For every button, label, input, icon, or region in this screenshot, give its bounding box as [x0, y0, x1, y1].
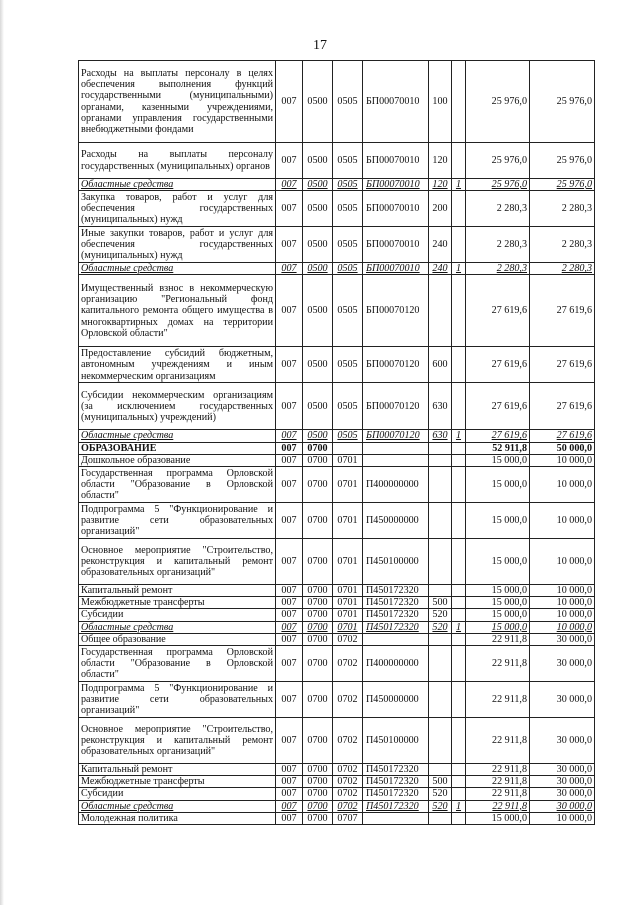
row-section-code: 0700 [303, 718, 333, 764]
table-row [79, 609, 595, 621]
row-description: Подпрограмма 5 "Функционирование и развитие сети образовательных организаций" [79, 503, 276, 539]
row-amount-year-one: 22 911,8 [466, 646, 530, 682]
row-section-code: 0700 [303, 597, 333, 609]
row-description: Межбюджетные трансферты [79, 597, 276, 609]
row-target-item-code: БП00070010 [363, 263, 429, 275]
row-description: Расходы на выплаты персоналу государственных (муниципальных) органов [79, 143, 276, 179]
row-source-code [452, 191, 466, 227]
row-department-code: 007 [276, 597, 303, 609]
row-subsection-code: 0505 [333, 191, 363, 227]
row-source-code [452, 539, 466, 585]
row-department-code: 007 [276, 61, 303, 143]
row-source-code [452, 347, 466, 383]
row-amount-year-one: 52 911,8 [466, 442, 530, 454]
row-subsection-code: 0505 [333, 143, 363, 179]
row-target-item-code: П450100000 [363, 718, 429, 764]
row-amount-year-two: 30 000,0 [530, 800, 595, 812]
row-subsection-code: 0702 [333, 682, 363, 718]
row-description: Дошкольное образование [79, 454, 276, 466]
row-amount-year-two: 27 619,6 [530, 275, 595, 347]
row-subsection-code: 0702 [333, 800, 363, 812]
row-description: Расходы на выплаты персоналу в целях обеспечения выполнения функций государственными (муниципальными) органами, казенными учреждениями, органами управления государственными внебюджетными фондами [79, 61, 276, 143]
row-expense-type-code [429, 275, 452, 347]
row-description: Областные средства [79, 800, 276, 812]
row-department-code: 007 [276, 179, 303, 191]
row-department-code: 007 [276, 263, 303, 275]
row-target-item-code: БП00070010 [363, 61, 429, 143]
row-source-code [452, 143, 466, 179]
row-amount-year-one: 15 000,0 [466, 812, 530, 824]
table-row [79, 788, 595, 800]
row-description: Субсидии [79, 609, 276, 621]
row-subsection-code: 0701 [333, 597, 363, 609]
row-department-code: 007 [276, 442, 303, 454]
row-amount-year-two: 25 976,0 [530, 61, 595, 143]
budget-table-body [79, 61, 595, 825]
row-subsection-code: 0505 [333, 347, 363, 383]
row-amount-year-two: 10 000,0 [530, 812, 595, 824]
row-source-code [452, 467, 466, 503]
row-amount-year-one: 22 911,8 [466, 718, 530, 764]
row-source-code [452, 503, 466, 539]
row-source-code [452, 61, 466, 143]
row-description: Государственная программа Орловской области "Образование в Орловской области" [79, 467, 276, 503]
row-amount-year-one: 22 911,8 [466, 764, 530, 776]
row-amount-year-one: 2 280,3 [466, 191, 530, 227]
row-source-code [452, 788, 466, 800]
row-amount-year-one: 22 911,8 [466, 800, 530, 812]
table-row [79, 227, 595, 263]
row-amount-year-one: 15 000,0 [466, 621, 530, 633]
row-target-item-code: П450172320 [363, 800, 429, 812]
row-amount-year-one: 15 000,0 [466, 467, 530, 503]
row-description: Областные средства [79, 430, 276, 442]
row-description: Капитальный ремонт [79, 764, 276, 776]
row-department-code: 007 [276, 467, 303, 503]
row-department-code: 007 [276, 812, 303, 824]
row-description: Подпрограмма 5 "Функционирование и развитие сети образовательных организаций" [79, 682, 276, 718]
row-description: Областные средства [79, 179, 276, 191]
row-expense-type-code [429, 764, 452, 776]
row-expense-type-code: 520 [429, 621, 452, 633]
row-section-code: 0700 [303, 585, 333, 597]
row-expense-type-code: 500 [429, 597, 452, 609]
row-section-code: 0700 [303, 442, 333, 454]
row-section-code: 0700 [303, 467, 333, 503]
row-amount-year-two: 50 000,0 [530, 442, 595, 454]
row-subsection-code: 0702 [333, 776, 363, 788]
row-expense-type-code [429, 718, 452, 764]
row-target-item-code: БП00070120 [363, 275, 429, 347]
row-section-code: 0700 [303, 812, 333, 824]
row-target-item-code [363, 442, 429, 454]
row-expense-type-code [429, 646, 452, 682]
row-source-code [452, 275, 466, 347]
table-row [79, 597, 595, 609]
row-expense-type-code [429, 539, 452, 585]
row-target-item-code: П450000000 [363, 682, 429, 718]
row-target-item-code: БП00070010 [363, 179, 429, 191]
row-department-code: 007 [276, 275, 303, 347]
row-amount-year-two: 10 000,0 [530, 597, 595, 609]
table-row [79, 682, 595, 718]
row-amount-year-one: 15 000,0 [466, 539, 530, 585]
row-amount-year-one: 15 000,0 [466, 454, 530, 466]
row-description: Капитальный ремонт [79, 585, 276, 597]
row-amount-year-one: 22 911,8 [466, 682, 530, 718]
row-expense-type-code [429, 454, 452, 466]
row-amount-year-two: 2 280,3 [530, 191, 595, 227]
row-section-code: 0700 [303, 621, 333, 633]
row-description: Имущественный взнос в некоммерческую организацию "Региональный фонд капитального ремонта общего имущества в многоквартирных домах на территории Орловской области" [79, 275, 276, 347]
row-subsection-code: 0702 [333, 633, 363, 645]
row-subsection-code: 0702 [333, 764, 363, 776]
row-expense-type-code: 200 [429, 191, 452, 227]
row-amount-year-one: 15 000,0 [466, 609, 530, 621]
row-target-item-code: БП00070120 [363, 383, 429, 430]
row-subsection-code: 0505 [333, 61, 363, 143]
row-department-code: 007 [276, 646, 303, 682]
row-department-code: 007 [276, 800, 303, 812]
row-subsection-code: 0701 [333, 467, 363, 503]
table-row [79, 776, 595, 788]
table-row [79, 179, 595, 191]
row-section-code: 0500 [303, 227, 333, 263]
row-source-code [452, 718, 466, 764]
row-source-code: 1 [452, 800, 466, 812]
row-description: Молодежная политика [79, 812, 276, 824]
row-section-code: 0700 [303, 503, 333, 539]
row-description: Государственная программа Орловской области "Образование в Орловской области" [79, 646, 276, 682]
row-amount-year-one: 2 280,3 [466, 263, 530, 275]
row-amount-year-two: 25 976,0 [530, 179, 595, 191]
row-target-item-code: БП00070010 [363, 191, 429, 227]
row-subsection-code: 0505 [333, 263, 363, 275]
row-amount-year-one: 27 619,6 [466, 430, 530, 442]
row-description: Общее образование [79, 633, 276, 645]
table-row [79, 454, 595, 466]
row-expense-type-code: 120 [429, 179, 452, 191]
row-subsection-code: 0505 [333, 430, 363, 442]
row-expense-type-code: 630 [429, 430, 452, 442]
row-amount-year-two: 30 000,0 [530, 718, 595, 764]
row-amount-year-two: 2 280,3 [530, 263, 595, 275]
row-amount-year-one: 2 280,3 [466, 227, 530, 263]
row-amount-year-two: 10 000,0 [530, 621, 595, 633]
row-target-item-code [363, 812, 429, 824]
row-expense-type-code [429, 442, 452, 454]
row-expense-type-code [429, 585, 452, 597]
row-amount-year-two: 30 000,0 [530, 788, 595, 800]
row-amount-year-two: 30 000,0 [530, 764, 595, 776]
row-amount-year-one: 25 976,0 [466, 179, 530, 191]
row-source-code [452, 646, 466, 682]
row-expense-type-code: 520 [429, 609, 452, 621]
row-source-code [452, 597, 466, 609]
row-amount-year-two: 10 000,0 [530, 609, 595, 621]
row-subsection-code: 0702 [333, 646, 363, 682]
row-source-code [452, 609, 466, 621]
table-row [79, 621, 595, 633]
table-row [79, 442, 595, 454]
row-target-item-code: П450172320 [363, 764, 429, 776]
table-row [79, 585, 595, 597]
row-section-code: 0500 [303, 383, 333, 430]
row-section-code: 0500 [303, 430, 333, 442]
scan-edge-shadow [0, 0, 4, 905]
row-amount-year-one: 15 000,0 [466, 585, 530, 597]
row-section-code: 0700 [303, 682, 333, 718]
row-description: Основное мероприятие "Строительство, реконструкция и капитальный ремонт образовательных организаций" [79, 539, 276, 585]
row-source-code [452, 442, 466, 454]
row-section-code: 0500 [303, 61, 333, 143]
table-row [79, 718, 595, 764]
row-target-item-code: П450172320 [363, 609, 429, 621]
row-expense-type-code: 240 [429, 227, 452, 263]
row-target-item-code: П450100000 [363, 539, 429, 585]
row-department-code: 007 [276, 609, 303, 621]
table-row [79, 191, 595, 227]
row-section-code: 0700 [303, 646, 333, 682]
row-target-item-code: БП00070010 [363, 227, 429, 263]
row-subsection-code: 0505 [333, 179, 363, 191]
row-amount-year-two: 27 619,6 [530, 383, 595, 430]
row-subsection-code: 0701 [333, 503, 363, 539]
row-description: ОБРАЗОВАНИЕ [79, 442, 276, 454]
row-expense-type-code: 600 [429, 347, 452, 383]
row-subsection-code: 0701 [333, 621, 363, 633]
row-section-code: 0700 [303, 609, 333, 621]
row-subsection-code: 0701 [333, 539, 363, 585]
row-amount-year-one: 25 976,0 [466, 61, 530, 143]
row-section-code: 0700 [303, 776, 333, 788]
budget-table-container [78, 60, 594, 825]
row-department-code: 007 [276, 347, 303, 383]
row-department-code: 007 [276, 454, 303, 466]
row-department-code: 007 [276, 682, 303, 718]
row-section-code: 0500 [303, 191, 333, 227]
row-amount-year-one: 25 976,0 [466, 143, 530, 179]
row-department-code: 007 [276, 503, 303, 539]
row-department-code: 007 [276, 776, 303, 788]
table-row [79, 539, 595, 585]
row-source-code: 1 [452, 179, 466, 191]
row-description: Предоставление субсидий бюджетным, автономным учреждениям и иным некоммерческим организациям [79, 347, 276, 383]
row-section-code: 0700 [303, 764, 333, 776]
row-amount-year-two: 27 619,6 [530, 347, 595, 383]
row-target-item-code: П400000000 [363, 646, 429, 682]
row-target-item-code: БП00070120 [363, 430, 429, 442]
table-row [79, 467, 595, 503]
table-row [79, 633, 595, 645]
row-source-code [452, 454, 466, 466]
table-row [79, 503, 595, 539]
row-subsection-code [333, 442, 363, 454]
row-source-code [452, 682, 466, 718]
row-amount-year-two: 10 000,0 [530, 467, 595, 503]
table-row [79, 812, 595, 824]
row-amount-year-two: 30 000,0 [530, 646, 595, 682]
row-source-code [452, 776, 466, 788]
row-target-item-code: П450000000 [363, 503, 429, 539]
row-department-code: 007 [276, 718, 303, 764]
row-expense-type-code: 120 [429, 143, 452, 179]
row-amount-year-two: 27 619,6 [530, 430, 595, 442]
row-source-code [452, 812, 466, 824]
row-amount-year-one: 27 619,6 [466, 347, 530, 383]
row-subsection-code: 0505 [333, 227, 363, 263]
row-department-code: 007 [276, 788, 303, 800]
row-target-item-code: П450172320 [363, 621, 429, 633]
row-amount-year-two: 30 000,0 [530, 776, 595, 788]
table-row [79, 61, 595, 143]
row-department-code: 007 [276, 539, 303, 585]
row-expense-type-code [429, 682, 452, 718]
row-section-code: 0500 [303, 179, 333, 191]
row-department-code: 007 [276, 430, 303, 442]
row-subsection-code: 0701 [333, 609, 363, 621]
row-subsection-code: 0702 [333, 718, 363, 764]
row-amount-year-two: 30 000,0 [530, 682, 595, 718]
table-row [79, 275, 595, 347]
row-source-code [452, 227, 466, 263]
row-amount-year-two: 10 000,0 [530, 454, 595, 466]
row-amount-year-one: 27 619,6 [466, 383, 530, 430]
table-row [79, 383, 595, 430]
row-subsection-code: 0707 [333, 812, 363, 824]
table-row [79, 143, 595, 179]
row-department-code: 007 [276, 633, 303, 645]
row-subsection-code: 0505 [333, 275, 363, 347]
row-amount-year-two: 25 976,0 [530, 143, 595, 179]
row-amount-year-two: 2 280,3 [530, 227, 595, 263]
row-subsection-code: 0702 [333, 788, 363, 800]
row-target-item-code [363, 454, 429, 466]
row-section-code: 0500 [303, 347, 333, 383]
row-amount-year-two: 10 000,0 [530, 539, 595, 585]
row-source-code [452, 383, 466, 430]
row-section-code: 0700 [303, 800, 333, 812]
row-section-code: 0700 [303, 633, 333, 645]
row-subsection-code: 0701 [333, 454, 363, 466]
row-target-item-code: П450172320 [363, 788, 429, 800]
row-expense-type-code: 500 [429, 776, 452, 788]
row-description: Иные закупки товаров, работ и услуг для обеспечения государственных (муниципальных) нужд [79, 227, 276, 263]
row-department-code: 007 [276, 621, 303, 633]
row-description: Основное мероприятие "Строительство, реконструкция и капитальный ремонт образовательных организаций" [79, 718, 276, 764]
row-expense-type-code: 100 [429, 61, 452, 143]
row-section-code: 0700 [303, 454, 333, 466]
row-target-item-code: П400000000 [363, 467, 429, 503]
row-description: Областные средства [79, 263, 276, 275]
row-department-code: 007 [276, 143, 303, 179]
row-amount-year-one: 27 619,6 [466, 275, 530, 347]
row-amount-year-one: 15 000,0 [466, 597, 530, 609]
row-section-code: 0500 [303, 263, 333, 275]
row-department-code: 007 [276, 227, 303, 263]
row-expense-type-code [429, 503, 452, 539]
row-section-code: 0500 [303, 275, 333, 347]
row-description: Закупка товаров, работ и услуг для обеспечения государственных (муниципальных) нужд [79, 191, 276, 227]
row-amount-year-one: 22 911,8 [466, 776, 530, 788]
row-target-item-code: П450172320 [363, 597, 429, 609]
row-section-code: 0700 [303, 539, 333, 585]
row-expense-type-code: 520 [429, 788, 452, 800]
row-department-code: 007 [276, 191, 303, 227]
table-row [79, 800, 595, 812]
row-section-code: 0700 [303, 788, 333, 800]
table-row [79, 263, 595, 275]
row-source-code [452, 633, 466, 645]
row-source-code [452, 585, 466, 597]
row-department-code: 007 [276, 764, 303, 776]
budget-table [78, 60, 595, 825]
row-amount-year-two: 30 000,0 [530, 633, 595, 645]
row-amount-year-one: 22 911,8 [466, 788, 530, 800]
table-row [79, 347, 595, 383]
row-amount-year-one: 15 000,0 [466, 503, 530, 539]
row-amount-year-two: 10 000,0 [530, 503, 595, 539]
row-expense-type-code [429, 633, 452, 645]
row-target-item-code: БП00070010 [363, 143, 429, 179]
row-source-code: 1 [452, 621, 466, 633]
row-expense-type-code: 240 [429, 263, 452, 275]
row-target-item-code [363, 633, 429, 645]
table-row [79, 430, 595, 442]
row-source-code [452, 764, 466, 776]
row-expense-type-code [429, 812, 452, 824]
table-row [79, 646, 595, 682]
row-target-item-code: П450172320 [363, 585, 429, 597]
row-department-code: 007 [276, 383, 303, 430]
row-description: Субсидии [79, 788, 276, 800]
row-amount-year-two: 10 000,0 [530, 585, 595, 597]
table-row [79, 764, 595, 776]
row-description: Субсидии некоммерческим организациям (за исключением государственных (муниципальных) учреждений) [79, 383, 276, 430]
row-department-code: 007 [276, 585, 303, 597]
row-expense-type-code [429, 467, 452, 503]
page-number: 17 [313, 38, 327, 53]
row-expense-type-code: 520 [429, 800, 452, 812]
row-description: Межбюджетные трансферты [79, 776, 276, 788]
row-section-code: 0500 [303, 143, 333, 179]
row-target-item-code: П450172320 [363, 776, 429, 788]
row-amount-year-one: 22 911,8 [466, 633, 530, 645]
row-target-item-code: БП00070120 [363, 347, 429, 383]
row-description: Областные средства [79, 621, 276, 633]
row-source-code: 1 [452, 263, 466, 275]
row-expense-type-code: 630 [429, 383, 452, 430]
row-source-code: 1 [452, 430, 466, 442]
row-subsection-code: 0701 [333, 585, 363, 597]
row-subsection-code: 0505 [333, 383, 363, 430]
